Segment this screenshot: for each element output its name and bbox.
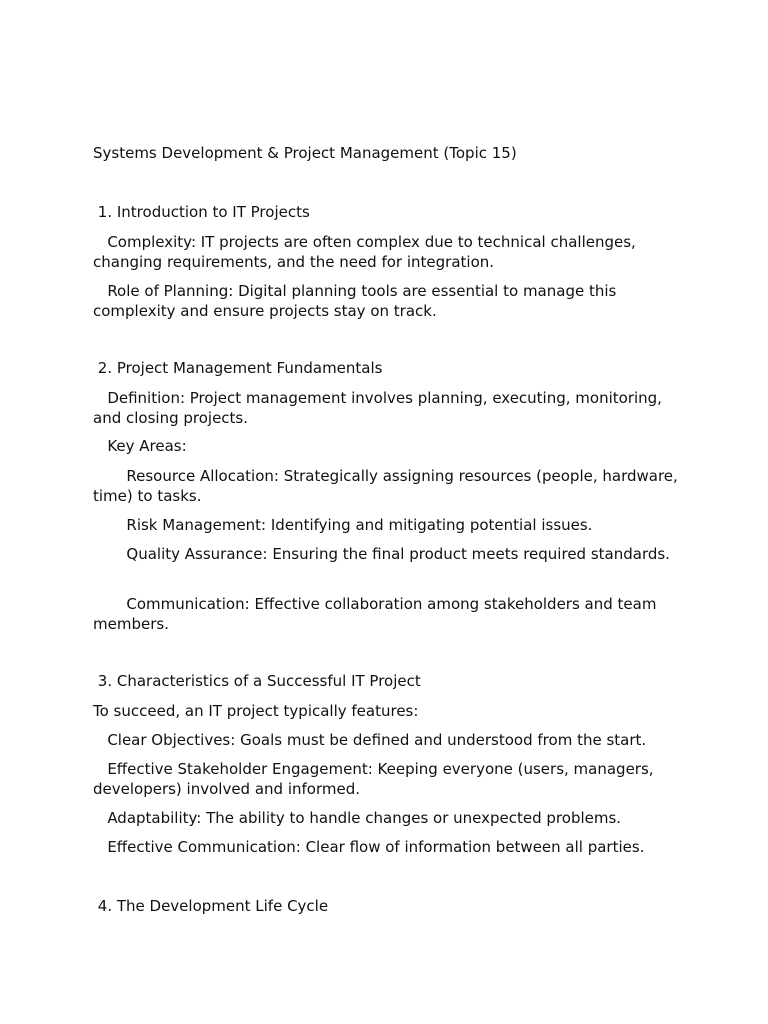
section-2-paragraph-key-areas: Key Areas: — [93, 437, 187, 455]
section-3-item-stakeholder-engagement: Effective Stakeholder Engagement: Keeping everyone (users, managers, developers) involved and informed. — [93, 760, 659, 798]
section-3-paragraph-intro: To succeed, an IT project typically features: — [93, 702, 419, 720]
section-3-item-effective-communication: Effective Communication: Clear flow of information between all parties. — [93, 838, 645, 856]
section-3-item-clear-objectives: Clear Objectives: Goals must be defined and understood from the start. — [93, 731, 647, 749]
section-1-heading: 1. Introduction to IT Projects — [93, 203, 310, 221]
section-2-paragraph-definition: Definition: Project management involves planning, executing, monitoring, and closing projects. — [93, 389, 667, 427]
section-3-item-adaptability: Adaptability: The ability to handle changes or unexpected problems. — [93, 809, 622, 827]
section-2-item-risk-management: Risk Management: Identifying and mitigating potential issues. — [93, 516, 593, 534]
section-4-heading: 4. The Development Life Cycle — [93, 897, 329, 915]
section-2-heading: 2. Project Management Fundamentals — [93, 359, 383, 377]
section-1-paragraph-complexity: Complexity: IT projects are often complex due to technical challenges, changing requirements, and the need for integration. — [93, 233, 641, 271]
section-2-item-communication: Communication: Effective collaboration among stakeholders and team members. — [93, 595, 662, 633]
document-title: Systems Development & Project Management (Topic 15) — [93, 144, 517, 162]
section-3-heading: 3. Characteristics of a Successful IT Project — [93, 672, 421, 690]
section-2-item-quality-assurance: Quality Assurance: Ensuring the final product meets required standards. — [93, 545, 670, 563]
section-2-item-resource-allocation: Resource Allocation: Strategically assigning resources (people, hardware, time) to tasks. — [93, 467, 683, 505]
section-1-paragraph-role-of-planning: Role of Planning: Digital planning tools are essential to manage this complexity and ensure projects stay on track. — [93, 282, 622, 320]
